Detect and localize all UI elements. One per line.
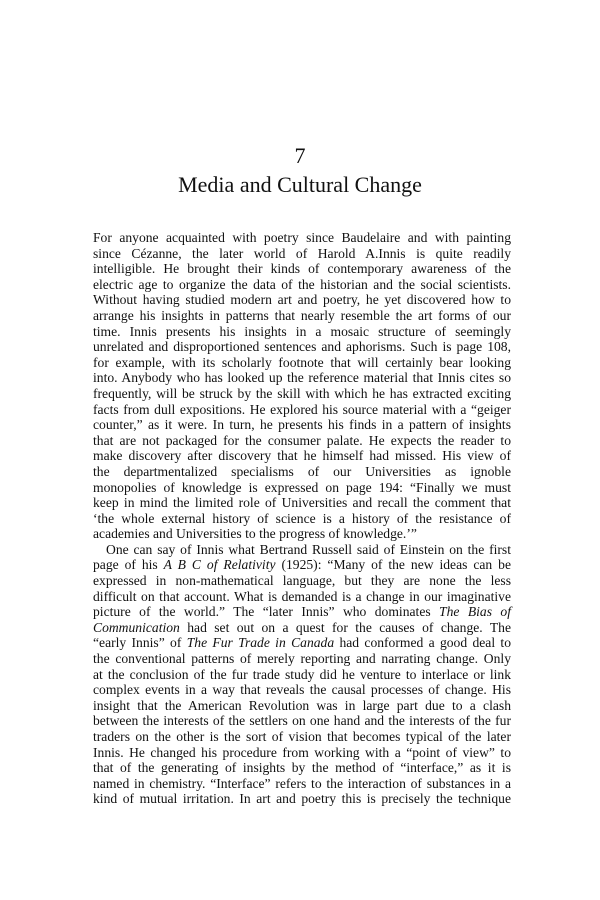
text-line: the departmentalized specialisms of our Universities as ignoble xyxy=(93,463,511,479)
text-line: make discovery after discovery that he himself had missed. His view of xyxy=(93,448,511,464)
text-line: that of the generating of insights by the method of “interface,” as it is xyxy=(93,760,511,776)
book-title-abc-of-relativity: A B C of Relativity xyxy=(163,557,276,573)
text-line: difficult on that account. What is demanded is a change in our imaginative xyxy=(93,588,511,604)
text-line: monopolies of knowledge is expressed on page 194: “Finally we must xyxy=(93,479,511,495)
book-title-fur-trade-in-canada: The Fur Trade in Canada xyxy=(186,635,335,651)
text-line: For anyone acquainted with poetry since Baudelaire and with painting xyxy=(93,230,511,245)
text-run: had conformed a good deal to xyxy=(334,635,511,651)
text-line: arrange his insights in patterns that nearly resemble the art forms of our xyxy=(93,307,511,323)
text-line: named in chemistry. “Interface” refers to the interaction of substances in a xyxy=(93,775,511,791)
text-line: since Cézanne, the later world of Harold A.Innis is quite readily xyxy=(93,245,511,261)
book-title-communication: Communication xyxy=(93,619,180,635)
text-line: keep in mind the limited role of Universities and recall the comment that xyxy=(93,495,511,511)
text-line: intelligible. He brought their kinds of contemporary awareness of the xyxy=(93,261,511,277)
text-line: time. Innis presents his insights in a mosaic structure of seemingly xyxy=(93,323,511,339)
text-line: unrelated and disproportioned sentences and aphorisms. Such is page 108, xyxy=(93,339,511,355)
text-line: frequently, will be struck by the skill with which he has extracted exciting xyxy=(93,385,511,401)
paragraph-2 xyxy=(93,542,511,807)
text-line: facts from dull expositions. He explored his source material with a “geiger xyxy=(93,401,511,417)
text-line: Innis. He changed his procedure from working with a “point of view” to xyxy=(93,744,511,760)
text-line: kind of mutual irritation. In art and poetry this is precisely the technique xyxy=(93,791,511,807)
text-line: at the conclusion of the fur trade study did he venture to interlace or link xyxy=(93,666,511,682)
text-run: had set out on a quest for the causes of change. The xyxy=(179,619,511,635)
text-line: expressed in non-mathematical language, but they are none the less xyxy=(93,573,511,589)
text-line xyxy=(93,635,511,651)
text-line: that are not packaged for the consumer palate. He expects the reader to xyxy=(93,432,511,448)
text-line: complex events in a way that reveals the causal processes of change. His xyxy=(93,682,511,698)
text-line: One can say of Innis what Bertrand Russell said of Einstein on the first xyxy=(106,541,511,557)
text-line: counter,” as it were. In turn, he presents his finds in a pattern of insights xyxy=(93,417,511,433)
text-line: insight that the American Revolution was in large part due to a clash xyxy=(93,697,511,713)
text-run: “early Innis” of xyxy=(93,635,187,651)
text-line: Without having studied modern art and poetry, he yet discovered how to xyxy=(93,292,511,308)
text-line: for example, with its scholarly footnote that will certainly bear looking xyxy=(93,354,511,370)
body-text xyxy=(93,230,511,807)
text-line: academies and Universities to the progress of knowledge.’” xyxy=(93,526,417,542)
chapter-title: Media and Cultural Change xyxy=(178,172,422,197)
text-line xyxy=(93,620,511,636)
text-line: into. Anybody who has looked up the reference material that Innis cites so xyxy=(93,370,511,386)
text-run: page of his xyxy=(93,557,164,573)
text-run: (1925): “Many of the new ideas can be xyxy=(275,557,511,573)
text-line: traders on the other is the sort of vision that becomes typical of the later xyxy=(93,729,511,744)
book-title-bias-of: The Bias of xyxy=(439,604,511,620)
text-line: ‘the whole external history of science is a history of the resistance of xyxy=(93,510,511,526)
text-line: between the interests of the settlers on one hand and the interests of the fur xyxy=(93,713,511,729)
chapter-number: 7 xyxy=(294,143,306,168)
text-line: the conventional patterns of merely reporting and narrating change. Only xyxy=(93,651,511,667)
text-line xyxy=(93,604,511,620)
paragraph-1 xyxy=(93,230,511,542)
text-line xyxy=(93,557,511,573)
text-run: picture of the world.” The “later Innis” who dominates xyxy=(93,604,440,620)
text-line: electric age to organize the data of the historian and the social scientists. xyxy=(93,276,511,292)
